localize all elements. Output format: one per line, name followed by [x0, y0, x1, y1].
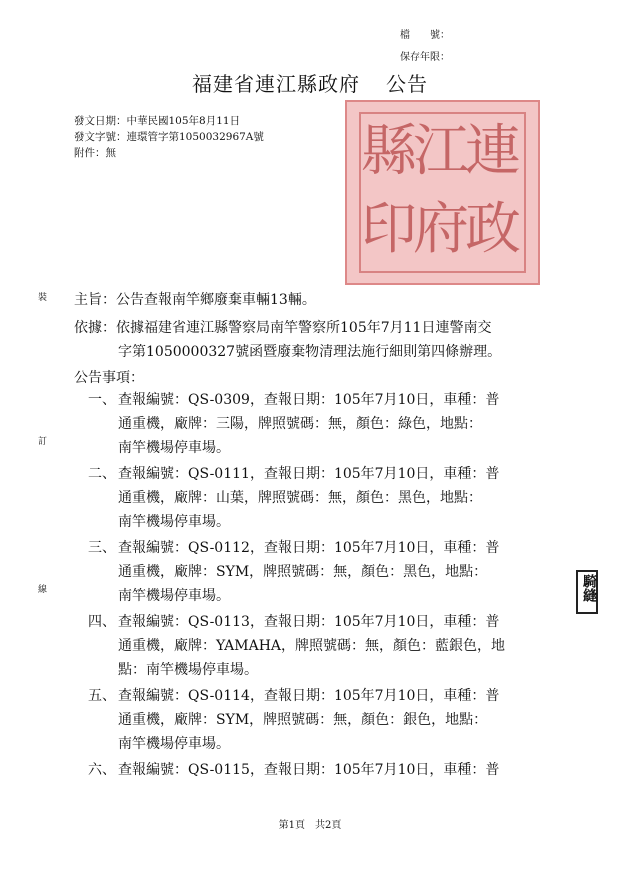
item-line: 查報編號：QS-0309，查報日期：105年7月10日，車種：普 [118, 392, 500, 408]
seal-glyph: 政 [465, 197, 521, 262]
subject-line: 主旨：公告查報南竿鄉廢棄車輛13輛。 [74, 292, 316, 308]
item-line: 查報編號：QS-0113，查報日期：105年7月10日，車種：普 [118, 614, 500, 630]
item-line: 查報編號：QS-0112，查報日期：105年7月10日，車種：普 [118, 540, 500, 556]
item-line: 點：南竿機場停車場。 [118, 662, 258, 678]
item-number: 四、 [88, 614, 116, 630]
seal-glyph: 府 [413, 197, 469, 262]
basis-line-continued: 字第1050000327號函暨廢棄物清理法施行細則第四條辦理。 [118, 344, 502, 360]
title-type: 公告 [386, 72, 428, 96]
item-line: 通重機，廠牌：SYM，牌照號碼：無，顏色：銀色，地點： [118, 712, 488, 728]
title-org: 福建省連江縣政府 [192, 72, 360, 96]
item-line: 南竿機場停車場。 [118, 588, 230, 604]
official-seal [345, 100, 540, 285]
item-line: 通重機，廠牌：SYM，牌照號碼：無，顏色：黑色，地點： [118, 564, 488, 580]
item-line: 南竿機場停車場。 [118, 514, 230, 530]
item-line: 通重機，廠牌：三陽，牌照號碼：無，顏色：綠色，地點： [118, 416, 482, 432]
item-number: 五、 [88, 688, 116, 704]
binding-mark: 線 [38, 585, 48, 595]
item-number: 六、 [88, 762, 116, 778]
item-line: 查報編號：QS-0115，查報日期：105年7月10日，車種：普 [118, 762, 500, 778]
item-line: 南竿機場停車場。 [118, 440, 230, 456]
perforation-seal [576, 570, 598, 614]
page-footer: 第1頁 共2頁 [278, 820, 342, 831]
basis-line: 依據：依據福建省連江縣警察局南竿警察所105年7月11日連警南交 [74, 320, 492, 336]
seal-glyph: 縣 [361, 119, 417, 184]
seal-glyph: 連 [465, 119, 521, 184]
retention-label: 保存年限： [400, 52, 450, 63]
perforation-seal-text: 騎縫 [581, 574, 597, 602]
item-line: 南竿機場停車場。 [118, 736, 230, 752]
binding-mark: 訂 [38, 437, 48, 447]
item-line: 通重機，廠牌：山葉，牌照號碼：無，顏色：黑色，地點： [118, 490, 482, 506]
item-number: 一、 [88, 392, 116, 408]
item-line: 查報編號：QS-0111，查報日期：105年7月10日，車種：普 [118, 466, 500, 482]
item-line: 查報編號：QS-0114，查報日期：105年7月10日，車種：普 [118, 688, 500, 704]
items-heading: 公告事項： [74, 370, 144, 386]
page-title [0, 68, 620, 97]
seal-glyph: 江 [413, 119, 469, 184]
file-number-label: 檔 號： [400, 30, 450, 41]
item-number: 三、 [88, 540, 116, 556]
attachment: 附件：無 [74, 147, 116, 159]
document-number: 發文字號：連環管字第1050032967A號 [74, 131, 264, 143]
item-line: 通重機，廠牌：YAMAHA，牌照號碼：無，顏色：藍銀色，地 [118, 638, 506, 654]
item-number: 二、 [88, 466, 116, 482]
binding-mark: 裝 [38, 293, 48, 303]
seal-glyph: 印 [361, 197, 417, 262]
issue-date: 發文日期：中華民國105年8月11日 [74, 115, 241, 127]
